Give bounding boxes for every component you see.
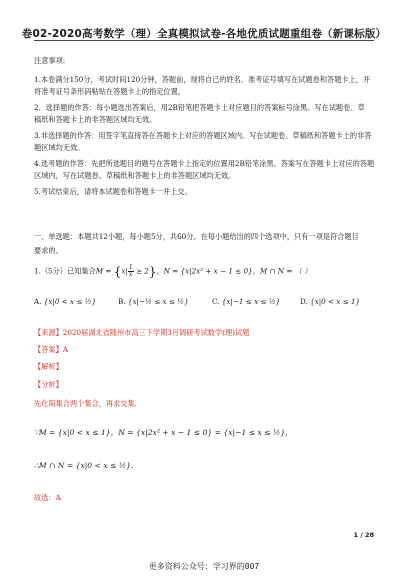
- notice-heading: 注意事项:: [34, 56, 66, 65]
- question-1-m-lhs: M =: [95, 266, 114, 276]
- analysis-text: 先化简集合两个集合，再求交集.: [34, 399, 137, 408]
- solution-step-2: ∴M ∩ N = {x|0 < x ≤ ½}.: [34, 461, 134, 470]
- notice-item-1-line-2: 将准考证号条形码粘贴在答题卡上的指定位置。: [34, 87, 185, 96]
- fraction-numerator: 1: [128, 264, 133, 271]
- section-1-line-2: 要求的。: [34, 246, 63, 255]
- footer-watermark: 更多资料公众号：学习界的007: [148, 562, 260, 571]
- solution-step-1: ∵M = {x|0 < x ≤ 1}，N = {x|2x² + x − 1 ≤ 0} = {x|−1 ≤ x ≤ ½}，: [34, 428, 293, 437]
- section-1-line-1: 一、单选题：本题共12小题，每小题5分，共60分。在每小题给出的四个选项中，只有一项是符合题目: [34, 232, 359, 241]
- option-a-text: {x|0 < x ≤ ½}: [43, 297, 97, 306]
- fraction-denominator: x: [129, 271, 133, 278]
- conclusion: 故选：A: [34, 493, 61, 502]
- option-a: [34, 297, 96, 306]
- notice-item-2-line-1: 2．选择题的作答：每小题选出答案后，用2B铅笔把答题卡上对应题目的答案标号涂黑。写在试题卷、草: [34, 103, 365, 112]
- question-1-m-set-left: x|: [121, 266, 128, 276]
- notice-item-4-line-2: 区域内，写在试题卷、草稿纸和答题卡上的非答题区域均无效。: [34, 171, 236, 180]
- question-1-m-set-right: ≥ 2: [133, 266, 149, 276]
- option-c-label: C.: [212, 297, 220, 306]
- option-b-label: B.: [118, 297, 126, 306]
- option-d: [300, 297, 360, 306]
- option-d-text: {x|0 < x ≤ 1}: [310, 297, 361, 306]
- answer-label: 【答案】A: [34, 345, 68, 354]
- page-number: 1 / 28: [353, 531, 374, 539]
- analysis-label-2: 【分析】: [34, 380, 63, 389]
- right-brace-icon: }: [148, 264, 157, 279]
- question-1-n-part: ，N = {x|2x² + x − 1 ≤ 0}，M ∩ N = （ ）: [156, 266, 312, 276]
- question-1-stem: [34, 265, 311, 278]
- option-c-text: {x|−1 ≤ x ≤ ½}: [221, 297, 281, 306]
- title-divider: [34, 40, 374, 41]
- notice-item-3-line-1: 3.非选择题的作答：用签字笔直接答在答题卡上对应的答题区域内。写在试题卷、草稿纸和答题卡上的非答: [34, 131, 372, 140]
- analysis-label: 【解析】: [34, 362, 63, 371]
- notice-item-1-line-1: 1.本卷满分150分，考试时间120分钟，答题前，现将自己的姓名、准考证号填写在试题卷和答题卡上，并: [34, 75, 371, 84]
- left-brace-icon: {: [113, 264, 122, 279]
- option-b: [118, 297, 189, 306]
- notice-item-3-line-2: 题区域均无效。: [34, 143, 85, 152]
- page-title: 卷02-2020高考数学（理）全真模拟试卷-各地优质试题重组卷（新课标版）: [21, 28, 387, 40]
- option-d-label: D.: [300, 297, 308, 306]
- option-a-label: A.: [34, 297, 42, 306]
- notice-item-2-line-2: 稿纸和答题卡上的非答题区域均无效。: [34, 115, 157, 124]
- option-b-text: {x|−½ ≤ x ≤ ½}: [127, 297, 189, 306]
- question-1-prefix: 1.（5分）已知集合: [34, 266, 96, 276]
- notice-item-5: 5.考试结束后，请将本试题卷和答题卡一并上交。: [34, 187, 192, 196]
- notice-item-4-line-1: 4.选考题的作答：先把所选题目的题号在答题卡上指定的位置用2B铅笔涂黑。答案写在答题卡上对应的答题: [34, 159, 375, 168]
- option-c: [212, 297, 280, 306]
- answer-source: 【来源】2020届湖北省随州市高三下学期3月调研考试数学(理)试题: [34, 328, 250, 337]
